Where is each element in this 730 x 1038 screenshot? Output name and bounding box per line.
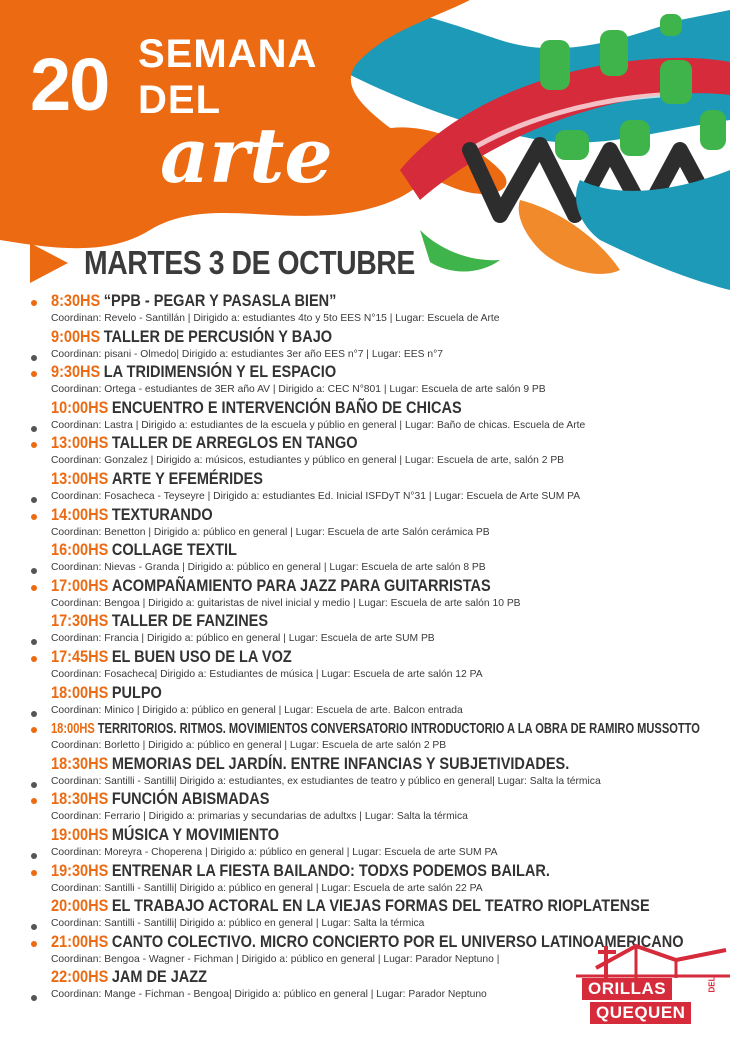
event-heading xyxy=(51,433,358,454)
event-title: TALLER DE ARREGLOS EN TANGO xyxy=(111,434,358,453)
event-detail: Coordinan: Mange - Fichman - Bengoa| Dirigido a: público en general | Lugar: Parador Neptuno xyxy=(51,989,487,1001)
event-detail: Coordinan: Revelo - Santillán | Dirigido a: estudiantes 4to y 5to EES N°15 | Lugar: Escuela de Arte xyxy=(51,313,500,324)
play-arrow-icon xyxy=(30,243,68,283)
bullet-dot-icon xyxy=(31,585,37,591)
bullet-dot-icon xyxy=(31,514,37,520)
bullet-dot-icon xyxy=(31,782,37,788)
event-heading xyxy=(51,362,336,383)
event-time: 19:30HS xyxy=(51,861,109,880)
event-heading xyxy=(51,718,700,739)
event-heading xyxy=(51,291,336,312)
bullet-dot-icon xyxy=(31,497,37,503)
bullet-dot-icon xyxy=(31,371,37,377)
event-heading xyxy=(51,611,268,632)
event-detail: Coordinan: Lastra | Dirigido a: estudiantes de la escuela y públio en general | Lugar: Baño de chicas. Escuela de Arte xyxy=(51,419,586,431)
event-heading xyxy=(51,469,263,490)
event-title: LA TRIDIMENSIÓN Y EL ESPACIO xyxy=(103,363,337,382)
event-detail: Coordinan: Ferrario | Dirigido a: primarias y secundarias de adultxs | Lugar: Salta la térmica xyxy=(51,811,468,823)
brand-del: DEL xyxy=(707,976,717,993)
event-item xyxy=(0,469,730,505)
event-detail: Coordinan: Borletto | Dirigido a: público en general | Lugar: Escuela de arte salón 2 PB xyxy=(51,740,447,752)
event-time: 22:00HS xyxy=(51,968,109,987)
event-time: 16:00HS xyxy=(51,541,109,560)
event-title: CANTO COLECTIVO. MICRO CONCIERTO POR EL UNIVERSO LATINOAMERICANO xyxy=(111,932,684,951)
event-item xyxy=(0,861,730,897)
event-title: COLLAGE TEXTIL xyxy=(111,541,237,560)
bullet-dot-icon xyxy=(31,355,37,361)
event-detail: Coordinan: Fosacheca| Dirigido a: Estudiantes de música | Lugar: Escuela de arte salón 12 PA xyxy=(51,668,483,680)
event-title: MÚSICA Y MOVIMIENTO xyxy=(111,825,280,844)
event-detail: Coordinan: Francia | Dirigido a: público en general | Lugar: Escuela de arte SUM PB xyxy=(51,633,435,645)
event-time: 18:00HS xyxy=(51,683,109,702)
logo-number: 20 xyxy=(30,43,109,126)
event-item xyxy=(0,362,730,398)
bullet-dot-icon xyxy=(31,727,37,733)
event-item xyxy=(0,398,730,434)
event-title: ARTE Y EFEMÉRIDES xyxy=(111,469,263,488)
logo-del: DEL xyxy=(138,78,221,122)
event-title: PULPO xyxy=(111,683,162,702)
event-heading xyxy=(51,754,569,775)
event-time: 13:00HS xyxy=(51,434,109,453)
events-list xyxy=(0,291,730,1003)
event-item xyxy=(0,754,730,790)
bullet-dot-icon xyxy=(31,300,37,306)
event-detail: Coordinan: Gonzalez | Dirigido a: músicos, estudiantes y público en general | Lugar: Escuela de arte, salón 2 PB xyxy=(51,455,565,467)
brand-quequen: QUEQUEN xyxy=(590,1002,691,1024)
event-title: ENTRENAR LA FIESTA BAILANDO: TODXS PODEMOS BAILAR. xyxy=(111,861,550,880)
event-title: EL BUEN USO DE LA VOZ xyxy=(111,647,292,666)
event-detail: Coordinan: Nievas - Granda | Dirigido a: público en general | Lugar: Escuela de arte salón 8 PB xyxy=(51,562,486,574)
event-time: 21:00HS xyxy=(51,932,109,951)
event-heading xyxy=(51,327,332,348)
event-item xyxy=(0,825,730,861)
event-time: 18:30HS xyxy=(51,790,109,809)
bullet-dot-icon xyxy=(31,656,37,662)
day-heading xyxy=(30,238,469,288)
logo-arte: arte xyxy=(160,111,333,200)
event-time: 17:30HS xyxy=(51,612,109,631)
event-title: TEXTURANDO xyxy=(111,505,213,524)
event-heading xyxy=(51,789,269,810)
event-title: TERRITORIOS. RITMOS. MOVIMIENTOS CONVERSATORIO INTRODUCTORIO A LA OBRA DE RAMIRO MUSSOTTO xyxy=(97,720,700,738)
event-heading xyxy=(51,576,491,597)
event-time: 17:45HS xyxy=(51,647,109,666)
event-heading xyxy=(51,540,237,561)
event-time: 9:00HS xyxy=(51,327,101,346)
logo-semana: SEMANA xyxy=(138,32,318,76)
bullet-dot-icon xyxy=(31,870,37,876)
event-detail: Coordinan: Ortega - estudiantes de 3ER año AV | Dirigido a: CEC N°801 | Lugar: Escuela de arte salón 9 PB xyxy=(51,384,546,396)
event-heading xyxy=(51,896,650,917)
event-title: JAM DE JAZZ xyxy=(111,968,208,987)
bullet-dot-icon xyxy=(31,426,37,432)
event-detail: Coordinan: Benetton | Dirigido a: público en general | Lugar: Escuela de arte Salón cerámica PB xyxy=(51,526,490,538)
event-detail: Coordinan: Bengoa - Wagner - Fichman | Dirigido a: público en general | Lugar: Parador Neptuno | xyxy=(51,953,500,965)
event-time: 20:00HS xyxy=(51,897,109,916)
event-detail: Coordinan: Bengoa | Dirigido a: guitaristas de nivel inicial y medio | Lugar: Escuela de arte salón 10 PB xyxy=(51,597,521,609)
event-item xyxy=(0,540,730,576)
event-title: ACOMPAÑAMIENTO PARA JAZZ PARA GUITARRISTAS xyxy=(111,576,491,595)
event-detail: Coordinan: Fosacheca - Teyseyre | Dirigido a: estudiantes Ed. Inicial ISFDyT N°31 | Lugar: Escuela de Arte SUM PA xyxy=(51,490,581,502)
event-heading xyxy=(51,825,279,846)
event-title: EL TRABAJO ACTORAL EN LA VIEJAS FORMAS DEL TEATRO RIOPLATENSE xyxy=(111,897,650,916)
event-title: ENCUENTRO E INTERVENCIÓN BAÑO DE CHICAS xyxy=(111,398,462,417)
bullet-dot-icon xyxy=(31,995,37,1001)
event-item xyxy=(0,611,730,647)
event-detail: Coordinan: pisani - Olmedo| Dirigido a: estudiantes 3er año EES n°7 | Lugar: EES n°7 xyxy=(51,348,443,360)
bullet-dot-icon xyxy=(31,853,37,859)
event-item xyxy=(0,896,730,932)
event-item xyxy=(0,718,730,754)
event-item xyxy=(0,576,730,612)
event-item xyxy=(0,433,730,469)
event-time: 18:30HS xyxy=(51,754,109,773)
event-heading xyxy=(51,683,162,704)
event-time: 9:30HS xyxy=(51,363,101,382)
event-detail: Coordinan: Santilli - Santilli| Dirigido a: público en general | Lugar: Escuela de arte salón 22 PA xyxy=(51,882,483,894)
event-title: FUNCIÓN ABISMADAS xyxy=(111,790,270,809)
event-title: “PPB - PEGAR Y PASASLA BIEN” xyxy=(103,292,337,310)
event-time: 13:00HS xyxy=(51,469,109,488)
event-time: 18:00HS xyxy=(51,720,95,738)
event-detail: Coordinan: Minico | Dirigido a: público en general | Lugar: Escuela de arte. Balcon entrada xyxy=(51,704,463,716)
event-title: TALLER DE PERCUSIÓN Y BAJO xyxy=(103,327,333,346)
bullet-dot-icon xyxy=(31,924,37,930)
event-heading xyxy=(51,398,462,419)
event-time: 17:00HS xyxy=(51,576,109,595)
event-detail: Coordinan: Santilli - Santilli| Dirigido a: público en general | Lugar: Salta la térmica xyxy=(51,918,425,930)
event-item xyxy=(0,789,730,825)
event-heading xyxy=(51,647,292,668)
event-detail: Coordinan: Santilli - Santilli| Dirigido a: estudiantes, ex estudiantes de teatro y público en general| Lugar: Salta la térmica xyxy=(51,775,601,787)
event-time: 10:00HS xyxy=(51,398,109,417)
bullet-dot-icon xyxy=(31,711,37,717)
bullet-dot-icon xyxy=(31,941,37,947)
event-detail: Coordinan: Moreyra - Choperena | Dirigido a: público en general | Lugar: Escuela de arte SUM PA xyxy=(51,846,498,858)
bullet-dot-icon xyxy=(31,639,37,645)
bullet-dot-icon xyxy=(31,568,37,574)
event-heading xyxy=(51,505,213,526)
event-time: 8:30HS xyxy=(51,292,101,310)
event-item xyxy=(0,291,730,327)
event-item xyxy=(0,683,730,719)
event-time: 19:00HS xyxy=(51,825,109,844)
event-heading xyxy=(51,967,207,988)
brand-logo xyxy=(576,938,730,1033)
event-item xyxy=(0,647,730,683)
event-item xyxy=(0,327,730,363)
day-title: MARTES 3 DE OCTUBRE xyxy=(84,244,415,281)
bullet-dot-icon xyxy=(31,798,37,804)
brand-orillas: ORILLAS xyxy=(582,978,672,1000)
event-title: TALLER DE FANZINES xyxy=(111,612,269,631)
event-heading xyxy=(51,861,550,882)
bullet-dot-icon xyxy=(31,442,37,448)
event-time: 14:00HS xyxy=(51,505,109,524)
event-item xyxy=(0,505,730,541)
event-title: MEMORIAS DEL JARDÍN. ENTRE INFANCIAS Y SUBJETIVIDADES. xyxy=(111,754,570,773)
